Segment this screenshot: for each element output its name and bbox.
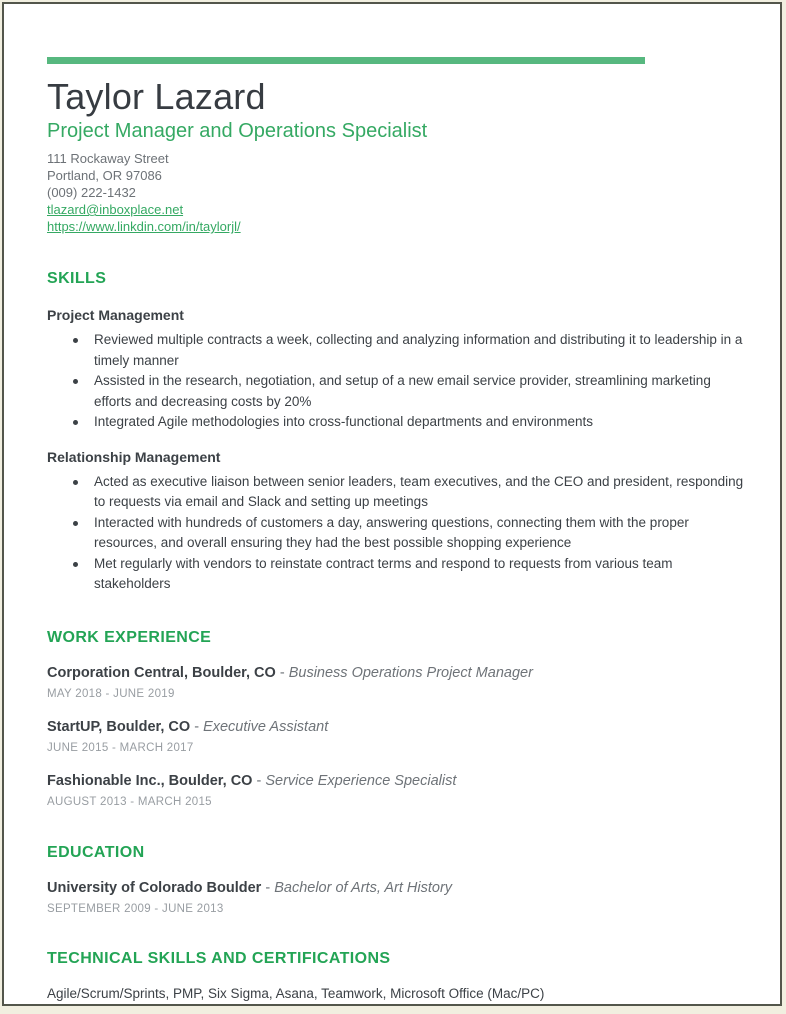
job-company: Corporation Central, Boulder, CO: [47, 664, 276, 681]
person-headline: Project Manager and Operations Specialist: [47, 120, 428, 142]
skills-heading: SKILLS: [47, 270, 107, 287]
job-company: Fashionable Inc., Boulder, CO: [47, 772, 253, 789]
bullet-item: Met regularly with vendors to reinstate contract terms and respond to requests from various team stakeholders: [47, 554, 744, 595]
education-heading: EDUCATION: [47, 843, 145, 861]
dash-separator: -: [256, 772, 262, 789]
job-dates: MAY 2018 - JUNE 2019: [47, 687, 175, 700]
dash-separator: -: [265, 879, 271, 896]
job-dates: AUGUST 2013 - MARCH 2015: [47, 795, 212, 808]
section-skills: [47, 270, 744, 595]
top-accent-bar: [47, 57, 645, 64]
bullet-item: Interacted with hundreds of customers a day, answering questions, connecting them with the proper resources, and overall ensuring they had the best possible shopping experience: [47, 513, 744, 554]
section-technical-skills: [47, 950, 744, 1002]
skill-bullet-list: [47, 472, 744, 595]
bullet-item: Reviewed multiple contracts a week, collecting and analyzing information and distributing it to leadership in a timely manner: [47, 330, 744, 371]
job-entry: [47, 665, 744, 701]
contact-block: [47, 150, 744, 235]
resume-header: [47, 77, 744, 235]
email-link[interactable]: tlazard@inboxplace.net: [47, 202, 184, 217]
job-role: Business Operations Project Manager: [288, 664, 533, 681]
technical-skills-list: Agile/Scrum/Sprints, PMP, Six Sigma, Asana, Teamwork, Microsoft Office (Mac/PC): [47, 985, 545, 1001]
job-entry: [47, 719, 744, 755]
job-entry: [47, 773, 744, 809]
bullet-item: Integrated Agile methodologies into cross-functional departments and environments: [47, 412, 744, 433]
job-dates: JUNE 2015 - MARCH 2017: [47, 741, 194, 754]
dash-separator: -: [194, 718, 200, 735]
skill-group-title: Project Management: [47, 307, 184, 323]
dash-separator: -: [279, 664, 285, 681]
person-name: Taylor Lazard: [47, 76, 266, 117]
section-work-experience: [47, 629, 744, 809]
linkedin-link[interactable]: https://www.linkdin.com/in/taylorjl/: [47, 219, 241, 234]
education-entry: [47, 880, 744, 916]
degree-name: Bachelor of Arts, Art History: [274, 879, 453, 896]
phone-number: (009) 222-1432: [47, 185, 136, 200]
job-role: Service Experience Specialist: [265, 772, 457, 789]
skill-group-title: Relationship Management: [47, 448, 221, 465]
address-line-1: 111 Rockaway Street: [47, 151, 169, 166]
address-line-2: Portland, OR 97086: [47, 168, 162, 183]
job-role: Executive Assistant: [203, 718, 329, 735]
skill-bullet-list: [47, 330, 744, 433]
resume-page: [2, 2, 782, 1006]
section-education: [47, 844, 744, 916]
education-dates: SEPTEMBER 2009 - JUNE 2013: [47, 902, 224, 915]
school-name: University of Colorado Boulder: [47, 879, 262, 896]
bullet-item: Assisted in the research, negotiation, and setup of a new email service provider, streamlining marketing efforts and decreasing costs by 20%: [47, 371, 744, 412]
work-experience-heading: WORK EXPERIENCE: [47, 628, 212, 646]
technical-skills-heading: TECHNICAL SKILLS AND CERTIFICATIONS: [47, 949, 391, 967]
bullet-item: Acted as executive liaison between senior leaders, team executives, and the CEO and president, responding to requests via email and Slack and setting up meetings: [47, 472, 744, 513]
job-company: StartUP, Boulder, CO: [47, 718, 191, 735]
